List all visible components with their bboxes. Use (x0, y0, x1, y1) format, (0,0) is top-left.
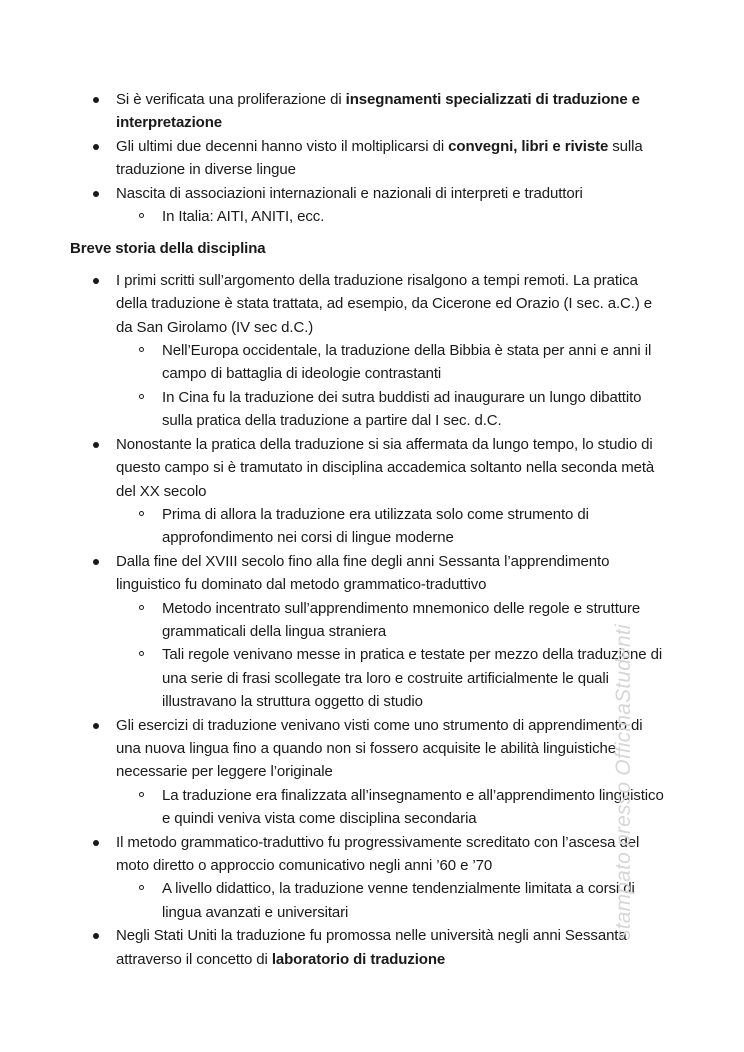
section-heading: Breve storia della disciplina (70, 240, 266, 258)
bullet-text: Gli ultimi due decenni hanno visto il moltiplicarsi di (116, 137, 449, 155)
bullet-text: Negli Stati Uniti la traduzione fu promossa nelle università negli anni Sessanta attraverso il concetto di (116, 927, 627, 968)
list-item (70, 831, 670, 925)
sub-list-item: Prima di allora la traduzione era utilizzata solo come strumento di approfondimento nei corsi di lingue moderne (116, 503, 670, 550)
bullet-bold-text: insegnamenti specializzati di traduzione e interpretazione (116, 91, 640, 132)
watermark: stampato presso OfficinaStudenti (612, 624, 635, 940)
bullet-text: Nascita di associazioni internazionali e nazionali di interpreti e traduttori (116, 184, 583, 202)
list-item (70, 135, 670, 182)
sub-list (116, 503, 670, 550)
bullet-text: Gli esercizi di traduzione venivano visti come uno strumento di apprendimento di una nuova lingua fino a quando non si fossero acquisite le abilità linguistiche necessarie per leggere l’originale (116, 716, 643, 781)
sub-list-item: In Cina fu la traduzione dei sutra buddisti ad inaugurare un lungo dibattito sulla pratica della traduzione a partire dal I sec. d.C. (116, 386, 670, 433)
sub-list-item: A livello didattico, la traduzione venne tendenzialmente limitata a corsi di lingua avanzati e universitari (116, 877, 670, 924)
sub-list (116, 339, 670, 433)
sub-list (116, 784, 670, 831)
bullet-bold-text: laboratorio di traduzione (271, 950, 446, 968)
sub-list-item: La traduzione era finalizzata all’insegnamento e all’apprendimento linguistico e quindi veniva vista come disciplina secondaria (116, 784, 670, 831)
sub-list (116, 597, 670, 714)
bullet-bold-text: convegni, libri e riviste (448, 137, 609, 155)
history-bullet-list (70, 269, 670, 971)
list-item (70, 433, 670, 550)
bullet-text: Nonostante la pratica della traduzione si sia affermata da lungo tempo, lo studio di questo campo si è tramutato in disciplina accademica soltanto nella seconda metà del XX secolo (116, 435, 655, 500)
intro-bullet-list (70, 88, 670, 228)
list-item (70, 269, 670, 433)
sub-list (116, 205, 670, 228)
sub-list-item: In Italia: AITI, ANITI, ecc. (116, 205, 670, 228)
list-item (70, 714, 670, 831)
sub-list-item: Metodo incentrato sull’apprendimento mnemonico delle regole e strutture grammaticali della lingua straniera (116, 597, 670, 644)
list-item (70, 88, 670, 135)
bullet-text: sulla traduzione in diverse lingue (116, 137, 643, 179)
bullet-text: Il metodo grammatico-traduttivo fu progressivamente screditato con l’ascesa del moto diretto o approccio comunicativo negli anni ’60 e ’70 (116, 833, 640, 874)
list-item (70, 182, 670, 229)
bullet-text: Dalla fine del XVIII secolo fino alla fine degli anni Sessanta l’apprendimento linguistico fu dominato dal metodo grammatico-traduttivo (116, 552, 610, 594)
sub-list-item: Nell’Europa occidentale, la traduzione della Bibbia è stata per anni e anni il campo di battaglia di ideologie contrastanti (116, 339, 670, 386)
bullet-text: I primi scritti sull’argomento della traduzione risalgono a tempi remoti. La pratica della traduzione è stata trattata, ad esempio, da Cicerone ed Orazio (I sec. a.C.) e da San Girolamo (IV sec d.C.) (116, 271, 653, 336)
bullet-text: Si è verificata una proliferazione di (116, 91, 346, 108)
sub-list (116, 877, 670, 924)
sub-list-item: Tali regole venivano messe in pratica e testate per mezzo della traduzione di una serie di frasi scollegate tra loro e costruite artificialmente le quali illustravano la struttura oggetto di studio (116, 643, 670, 713)
list-item (70, 550, 670, 714)
document-body (70, 88, 670, 971)
list-item (70, 924, 670, 971)
